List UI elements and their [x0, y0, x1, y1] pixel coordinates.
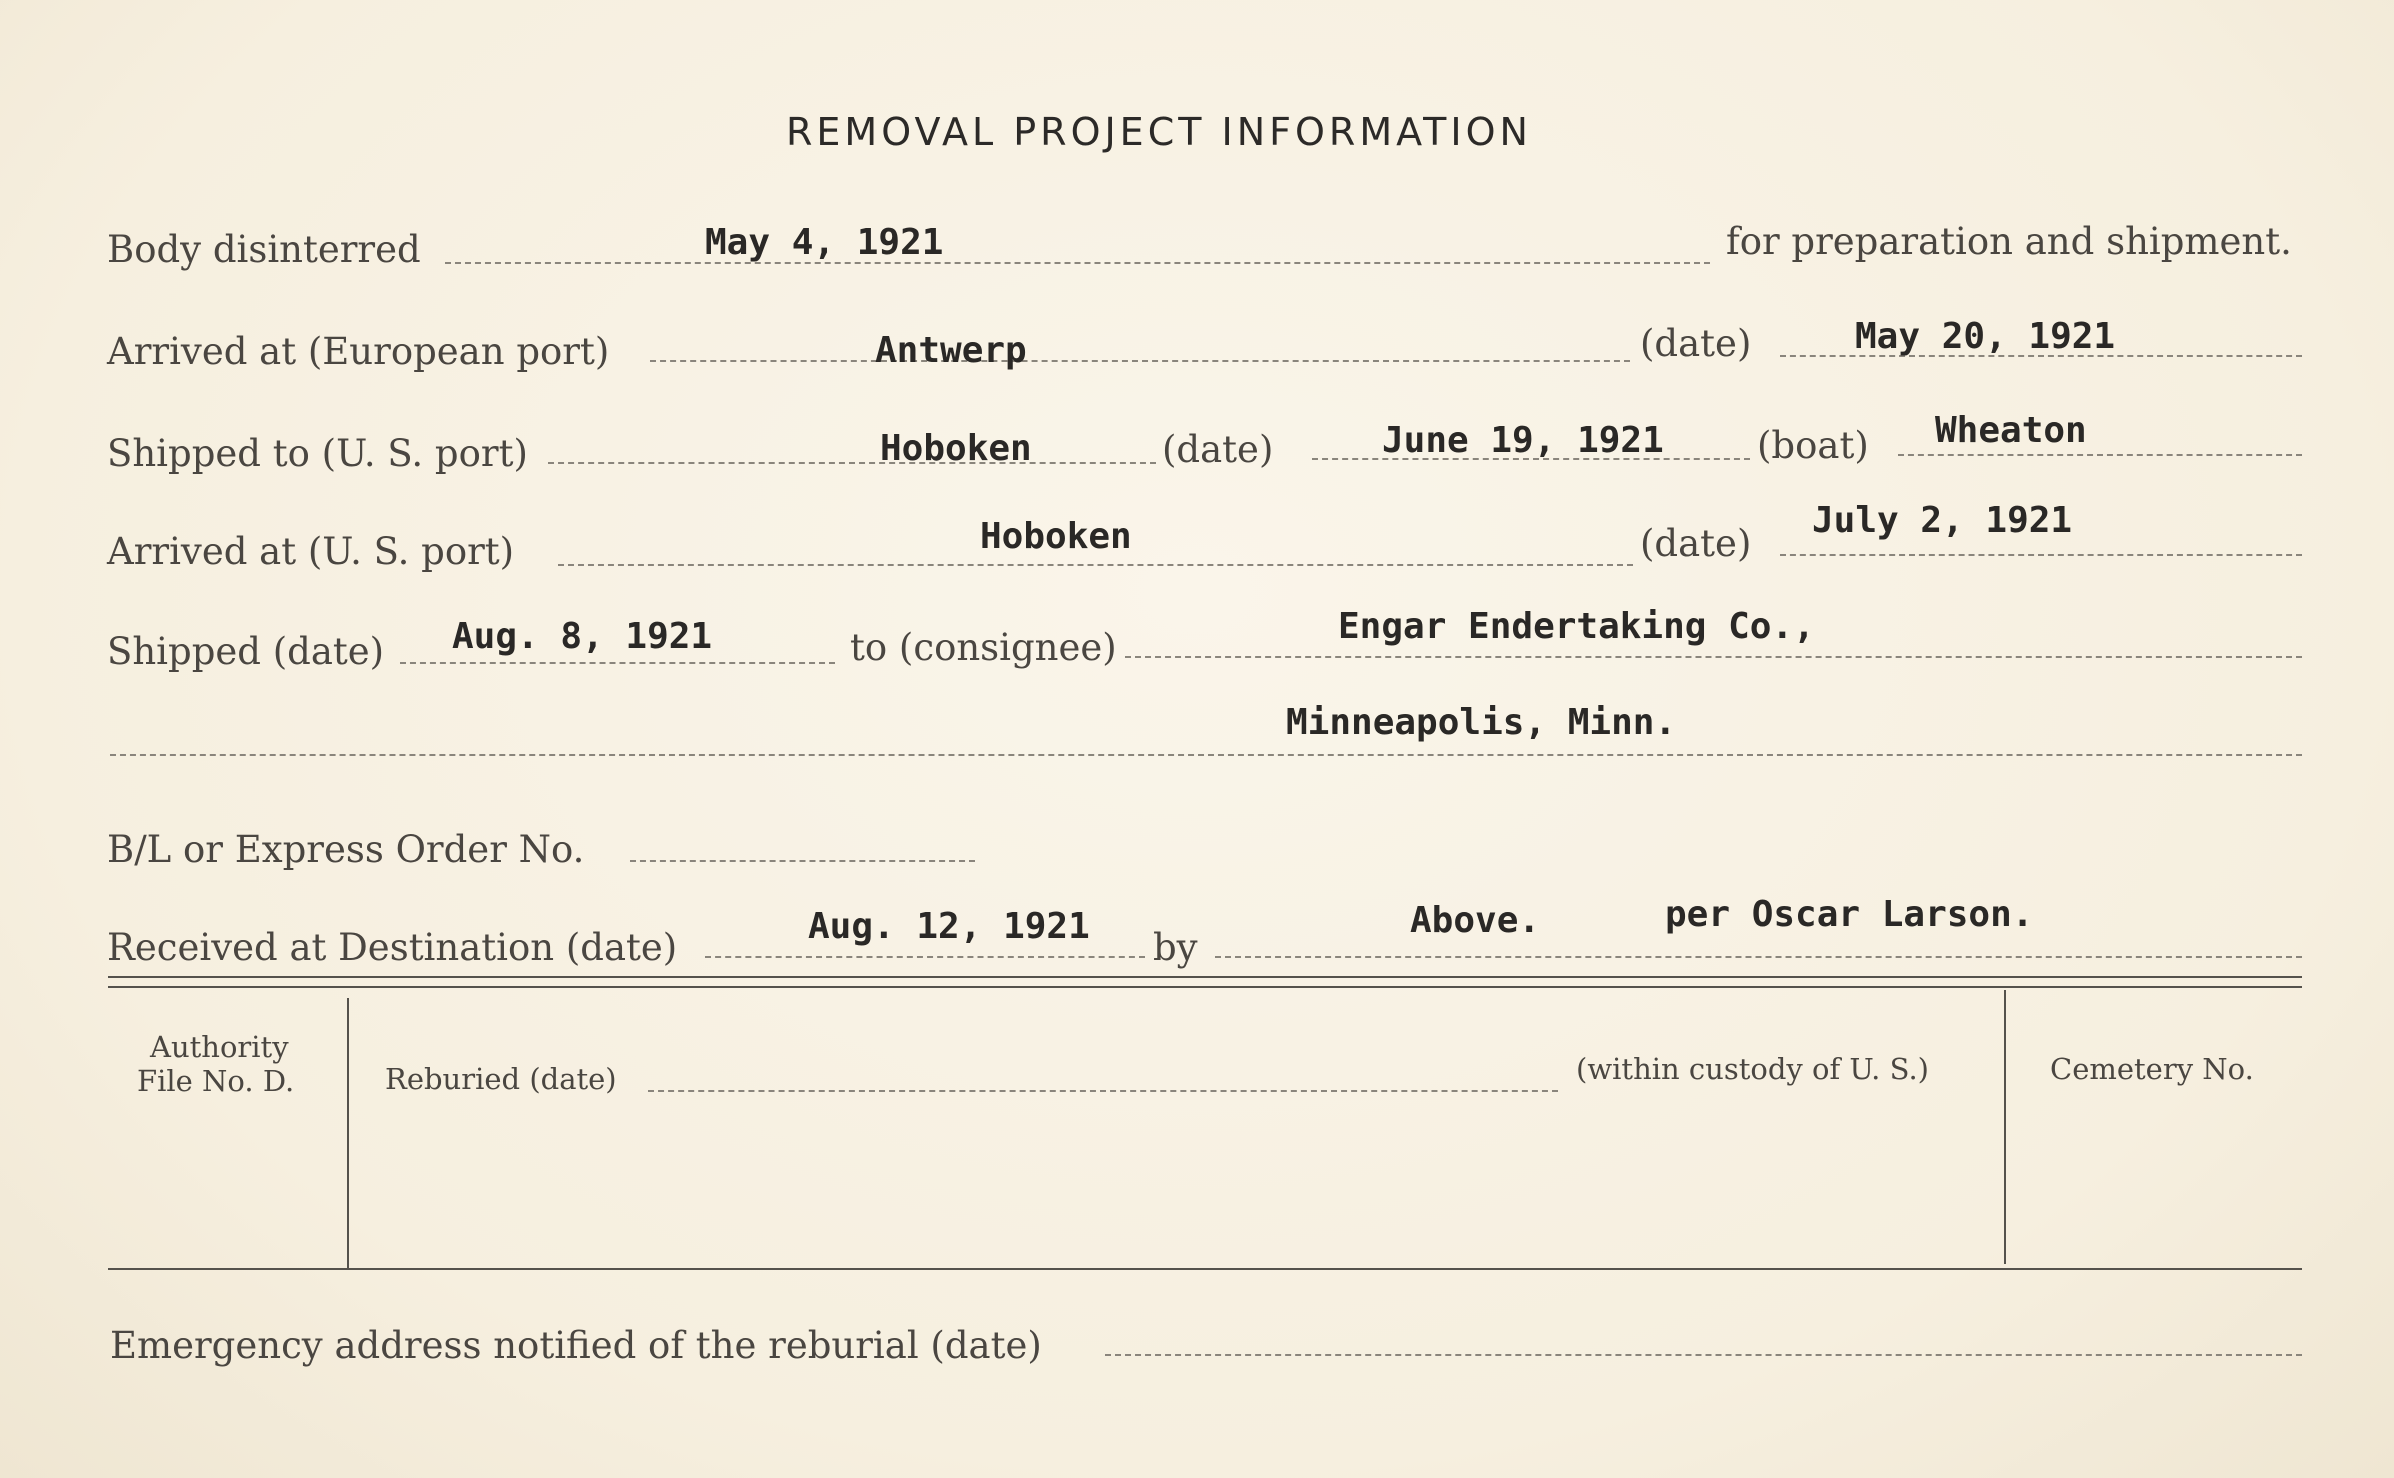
value-received-date: Aug. 12, 1921: [808, 906, 1090, 947]
table-divider: [347, 998, 349, 1270]
dotted-line: [110, 754, 2302, 756]
label-reburied-date: Reburied (date): [385, 1062, 617, 1096]
label-arrived-european-port: Arrived at (European port): [107, 330, 610, 373]
label-authority: Authority: [150, 1030, 289, 1064]
dotted-line: [705, 956, 1145, 958]
value-disinterred-date: May 4, 1921: [705, 222, 944, 263]
dotted-line: [1215, 956, 2302, 958]
value-shipped-date: Aug. 8, 1921: [452, 616, 713, 657]
value-boat: Wheaton: [1935, 410, 2087, 451]
dotted-line: [648, 1090, 1558, 1092]
value-us-shipped-date: June 19, 1921: [1382, 420, 1664, 461]
label-within-custody: (within custody of U. S.): [1576, 1052, 1929, 1086]
dotted-line: [630, 860, 975, 862]
label-body-disinterred: Body disinterred: [107, 228, 421, 271]
value-received-by: Above.: [1410, 900, 1541, 941]
dotted-line: [1780, 554, 2302, 556]
value-consignee-line2: Minneapolis, Minn.: [1286, 702, 1677, 743]
value-received-per: per Oscar Larson.: [1665, 894, 2034, 935]
value-consignee-line1: Engar Endertaking Co.,: [1338, 606, 1815, 647]
label-received-destination: Received at Destination (date): [107, 926, 678, 969]
label-european-date: (date): [1640, 322, 1752, 365]
label-emergency-address: Emergency address notified of the reburial (date): [110, 1324, 1042, 1367]
dotted-line: [1898, 454, 2302, 456]
label-boat: (boat): [1757, 424, 1869, 467]
value-european-port: Antwerp: [875, 330, 1027, 371]
dotted-line: [548, 462, 1156, 464]
dotted-line: [400, 662, 835, 664]
dotted-line: [558, 564, 1633, 566]
table-top-rule: [108, 976, 2302, 978]
value-us-port-shipped: Hoboken: [880, 428, 1032, 469]
label-arrived-us-port: Arrived at (U. S. port): [107, 530, 515, 573]
dotted-line: [1125, 656, 2302, 658]
form-title: REMOVAL PROJECT INFORMATION: [786, 110, 1532, 154]
label-cemetery-no: Cemetery No.: [2050, 1052, 2254, 1086]
table-divider: [2004, 990, 2006, 1264]
dotted-line: [650, 360, 1630, 362]
value-european-date: May 20, 1921: [1855, 316, 2116, 357]
label-shipped-date: Shipped (date): [107, 630, 385, 673]
label-us-arrived-date: (date): [1640, 522, 1752, 565]
table-bottom-rule: [108, 1268, 2302, 1270]
label-us-shipped-date: (date): [1162, 428, 1274, 471]
value-us-arrived-date: July 2, 1921: [1812, 500, 2073, 541]
label-file-no: File No. D.: [137, 1064, 295, 1098]
value-us-port-arrived: Hoboken: [980, 516, 1132, 557]
label-by: by: [1153, 926, 1198, 969]
dotted-line: [445, 262, 1710, 264]
label-to-consignee: to (consignee): [850, 626, 1117, 669]
label-for-preparation: for preparation and shipment.: [1726, 220, 2292, 263]
dotted-line: [1105, 1354, 2302, 1356]
label-bl-express-order: B/L or Express Order No.: [107, 828, 585, 871]
label-shipped-to-us-port: Shipped to (U. S. port): [107, 432, 528, 475]
table-top-rule: [108, 986, 2302, 988]
